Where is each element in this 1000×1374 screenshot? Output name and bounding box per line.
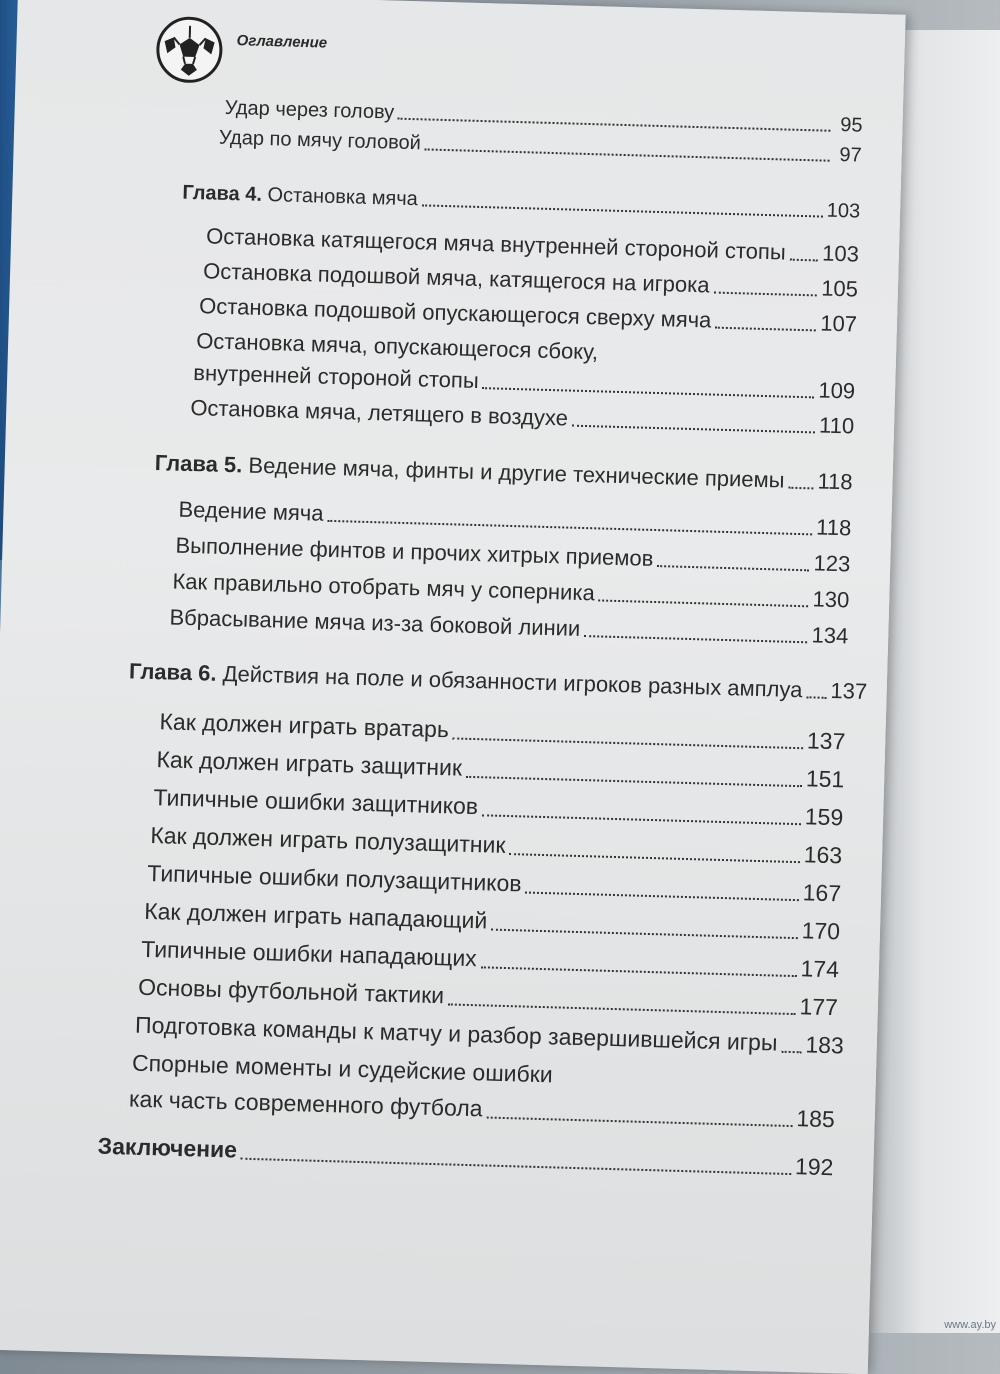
leader-dots (584, 635, 807, 643)
toc-entry-label: Основы футбольной тактики (138, 974, 445, 1010)
toc-entry-page: 103 (826, 200, 860, 224)
toc-entry-label: Остановка подошвой опускающегося сверху мяча (199, 293, 712, 334)
toc-entry-label: Удар через голову (224, 96, 394, 125)
leader-dots (398, 118, 830, 132)
toc-entry-label: Ведение мяча, финты и другие технические приемы (248, 453, 785, 493)
toc-entry-label: Остановка катящегося мяча внутренней стороной стопы (206, 223, 786, 266)
toc-entry-first-line: Спорные моменты и судейские ошибки (132, 1050, 553, 1089)
toc-entry-page: 134 (811, 623, 848, 650)
page-header-title: Оглавление (236, 32, 327, 52)
toc-entry-label: Действия на поле и обязанности игроков разных амплуа (222, 661, 803, 702)
toc-entry-page: 103 (822, 241, 859, 268)
toc-entry-label: Остановка мяча, летящего в воздухе (190, 395, 568, 432)
leader-dots (491, 928, 797, 939)
leader-dots (482, 388, 814, 399)
toc-entry-page: 118 (817, 469, 853, 496)
leader-dots (781, 1050, 801, 1053)
toc-entry-page: 107 (820, 311, 857, 338)
toc-entry-label: Удар по мячу головой (219, 126, 422, 156)
toc-entry-page: 151 (806, 765, 845, 793)
toc-entry-label: Подготовка команды к матчу и разбор завершившейся игры (135, 1012, 778, 1058)
toc-entry-page: 95 (834, 114, 863, 138)
toc-entry-label: Остановка подошвой мяча, катящегося на игрока (203, 258, 710, 299)
toc-entry-page: 105 (821, 276, 858, 303)
toc-chapter (182, 181, 860, 224)
leader-dots (788, 487, 813, 490)
leader-dots (509, 853, 799, 863)
toc-entry-label: Выполнение финтов и прочих хитрых приемов (175, 533, 654, 573)
leader-dots (657, 565, 809, 571)
toc-entry (159, 708, 846, 755)
leader-dots (327, 520, 812, 536)
toc-entry-label: Типичные ошибки полузащитников (147, 860, 522, 898)
leader-dots (448, 1003, 796, 1015)
toc-entry-label: Вбрасывание мяча из-за боковой линии (169, 604, 580, 642)
toc-entry-page: 137 (807, 727, 846, 755)
toc-entry-label: Остановка мяча (267, 184, 418, 210)
chapter-label: Глава 5. (155, 450, 243, 477)
toc-entry-page: 159 (804, 803, 843, 831)
toc-entry-label: Как правильно отобрать мяч у соперника (172, 569, 595, 607)
toc-entry-page: 185 (796, 1105, 835, 1133)
leader-dots (482, 814, 801, 825)
leader-dots (525, 891, 798, 901)
leader-dots (481, 966, 797, 977)
toc-entry-page: 110 (819, 413, 855, 440)
toc-entry-label: Как должен играть полузащитник (150, 822, 506, 860)
toc-entry (156, 746, 845, 793)
toc-entry-label: как часть современного футбола (129, 1086, 483, 1123)
toc-entry-page: 123 (813, 551, 850, 578)
chapter-label: Глава 6. (129, 658, 217, 685)
watermark: www.ay.by (944, 1319, 996, 1331)
toc-entry-label: внутренней стороной стопы (193, 360, 479, 394)
toc-conclusion (97, 1133, 833, 1181)
conclusion-label: Заключение (97, 1133, 237, 1164)
toc-entry-page: 137 (830, 678, 859, 705)
toc-entry (129, 1086, 835, 1133)
leader-dots (789, 259, 818, 262)
leader-dots (425, 148, 830, 161)
chapter-label: Глава 4. (182, 182, 262, 206)
toc-entry-page: 97 (833, 144, 862, 168)
toc-entry-page: 167 (802, 879, 841, 907)
toc-entry (153, 784, 844, 831)
leader-dots (713, 292, 817, 297)
toc-entry-label: Типичные ошибки нападающих (141, 936, 477, 973)
leader-dots (453, 737, 803, 749)
toc-entry-label: Как должен играть защитник (156, 746, 462, 782)
toc-entry-label: Ведение мяча (178, 497, 324, 527)
toc-entry-label: Типичные ошибки защитников (153, 784, 478, 821)
leader-dots (486, 1116, 792, 1127)
toc-entry-first-line: Остановка мяча, опускающегося сбоку, (196, 328, 599, 366)
toc-entry-page: 118 (816, 515, 852, 542)
toc-entry-label: Как должен играть нападающий (144, 898, 488, 935)
toc-entry-page: 192 (795, 1153, 834, 1181)
toc-entry-page: 163 (803, 841, 842, 869)
leader-dots (806, 697, 826, 700)
leader-dots (466, 775, 802, 786)
leader-dots (241, 1157, 791, 1174)
toc-entry-label: Как должен играть вратарь (159, 708, 449, 744)
leader-dots (599, 600, 809, 608)
toc-entry-page: 109 (818, 378, 855, 405)
toc-entry-page: 174 (800, 955, 839, 983)
toc-chapter (154, 450, 852, 496)
leader-dots (572, 425, 815, 434)
toc-entry-page: 183 (805, 1031, 837, 1059)
toc-chapter (129, 658, 847, 704)
toc-entry (169, 604, 848, 649)
toc-entry-page: 170 (801, 917, 840, 945)
soccer-ball-icon (155, 16, 223, 84)
leader-dots (422, 204, 823, 217)
toc-entry-page: 177 (799, 993, 838, 1021)
toc-entry-page: 130 (812, 587, 849, 614)
toc-entry (150, 822, 843, 869)
leader-dots (715, 327, 816, 332)
